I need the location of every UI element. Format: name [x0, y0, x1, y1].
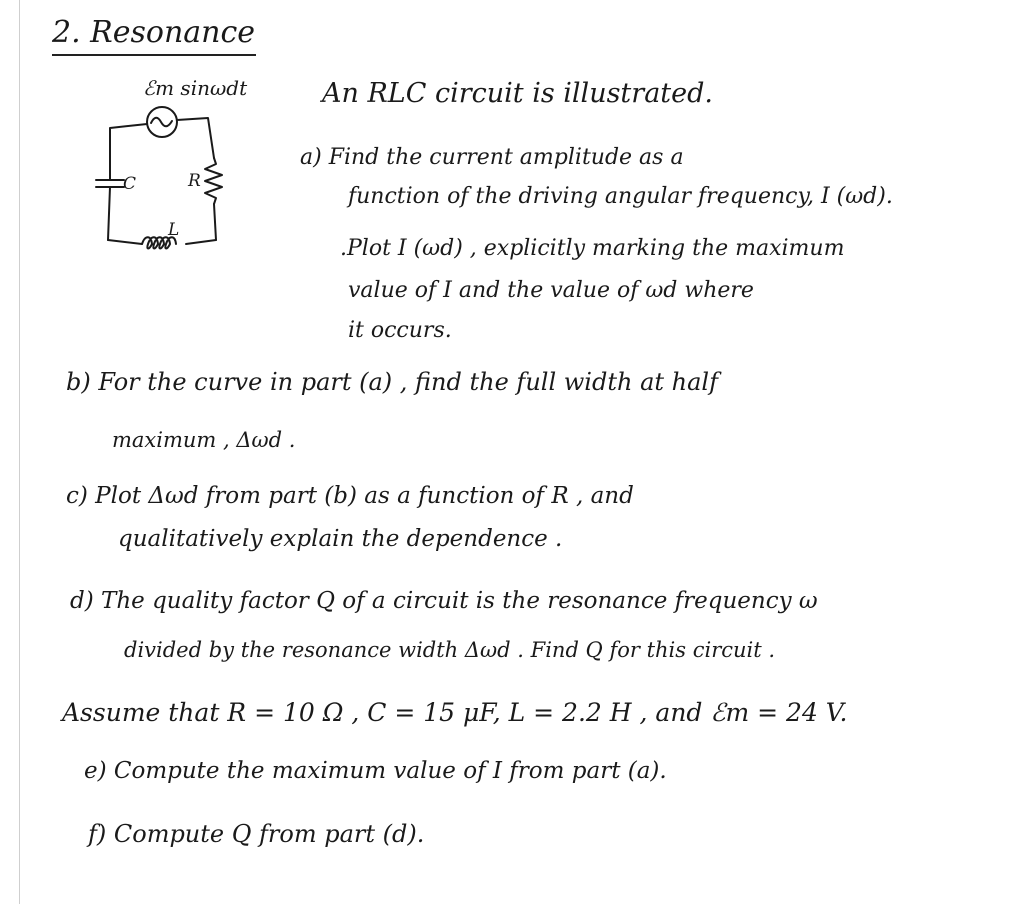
problem-title: 2. Resonance: [52, 15, 256, 50]
part-c-line-1: c) Plot Δωd from part (b) as a function of R , and: [66, 483, 634, 509]
part-f-line: f) Compute Q from part (d).: [88, 820, 425, 848]
wire-bottom-left: [108, 240, 142, 244]
resistor-icon: [205, 158, 222, 204]
inductor-label: L: [168, 220, 180, 240]
capacitor-icon: [96, 180, 124, 187]
wire-top-left: [110, 124, 147, 162]
rlc-circuit-diagram: [90, 100, 250, 270]
resistor-label: R: [188, 171, 201, 191]
part-a-line-4: value of I and the value of ωd where: [348, 278, 754, 303]
part-b-line-1: b) For the curve in part (a) , find the full width at half: [66, 368, 718, 396]
part-a-line-2: function of the driving angular frequency, I (ωd).: [348, 184, 893, 209]
part-c-line-2: qualitatively explain the dependence .: [118, 526, 563, 552]
capacitor-label: C: [123, 174, 137, 194]
intro-sentence: An RLC circuit is illustrated.: [322, 78, 713, 109]
part-a-line-5: it occurs.: [348, 318, 452, 343]
part-a-line-3: .Plot I (ωd) , explicitly marking the maximum: [340, 236, 845, 261]
wire-top-right: [177, 118, 214, 158]
wire-bottom-right: [186, 240, 216, 244]
source-label: ℰm sinωdt: [143, 76, 248, 100]
part-d-line-2: divided by the resonance width Δωd . Find Q for this circuit .: [124, 638, 776, 662]
part-b-line-2: maximum , Δωd .: [112, 428, 296, 452]
part-a-line-1: a) Find the current amplitude as a: [300, 145, 684, 170]
part-d-line-1: d) The quality factor Q of a circuit is the resonance frequency ω: [70, 588, 818, 614]
page-edge-line: [19, 0, 20, 904]
assumptions-line: Assume that R = 10 Ω , C = 15 μF, L = 2.2 H , and ℰm = 24 V.: [62, 698, 848, 727]
part-e-line: e) Compute the maximum value of I from part (a).: [84, 758, 667, 784]
wire-left-lower: [108, 187, 110, 240]
ac-source-wave: [151, 118, 172, 127]
title-underline: [52, 54, 256, 56]
wire-right-lower: [214, 204, 216, 240]
